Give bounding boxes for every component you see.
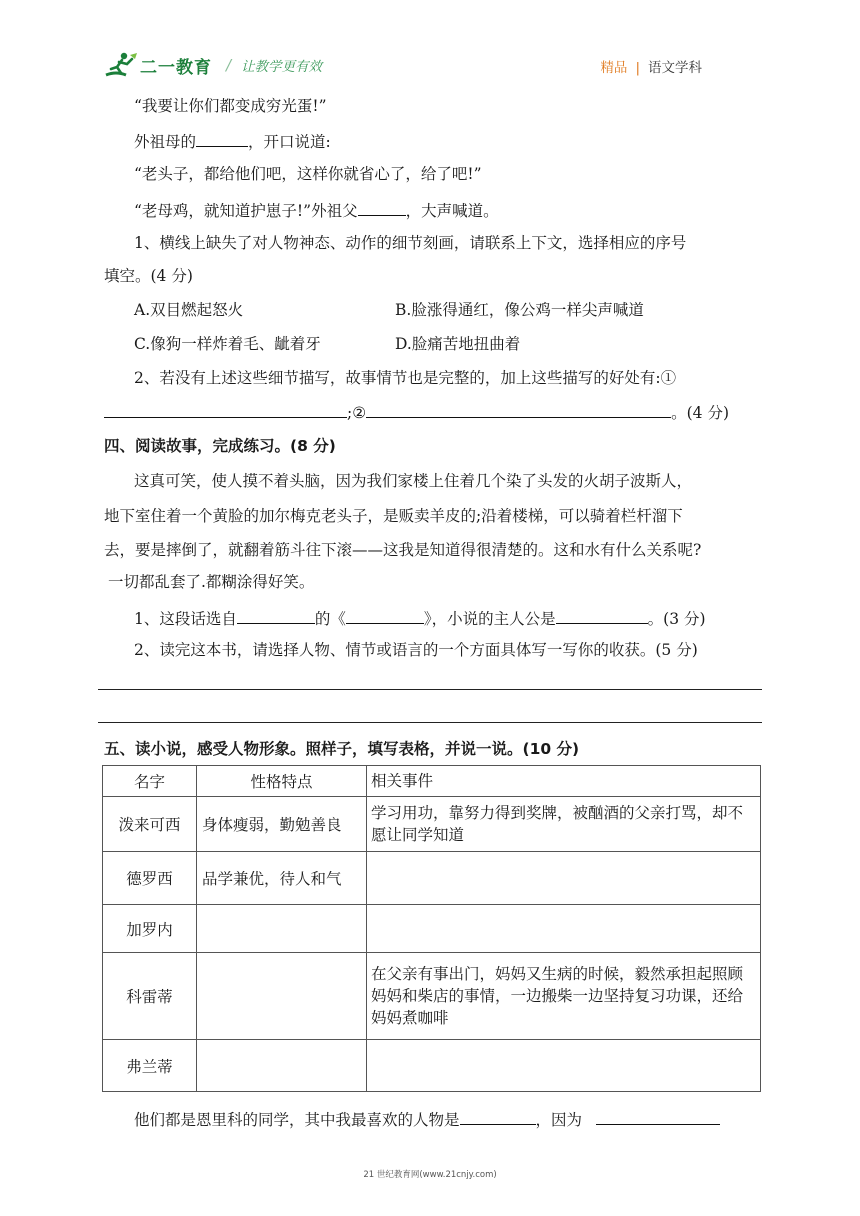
cell-trait: 品学兼优，待人和气 — [197, 852, 367, 905]
page-footer: 21 世纪教育网(www.21cnjy.com) — [363, 1170, 497, 1180]
cell-name: 泼来可西 — [103, 797, 197, 852]
story-line-2-start: 外祖母的 — [134, 133, 197, 151]
closing-sentence — [134, 1107, 720, 1130]
passage-line-1: 这真可笑，使人摸不着头脑，因为我们家楼上住着几个染了头发的火胡子波斯人， — [134, 472, 693, 490]
cell-event: 学习用功，靠努力得到奖牌，被酗酒的父亲打骂，却不愿让同学知道 — [367, 797, 761, 852]
header-event: 相关事件 — [367, 766, 761, 797]
q4-1-c: 》，小说的主人公是 — [423, 610, 556, 628]
section-4-title: 四、阅读故事，完成练习。(8 分) — [104, 437, 336, 455]
quality-tag: 精品 — [600, 60, 628, 76]
q3-1-line1: 1、横线上缺失了对人物神态、动作的细节刻画，请联系上下文，选择相应的序号 — [134, 234, 687, 252]
blank-reason[interactable] — [596, 1107, 720, 1125]
blank-author[interactable] — [237, 606, 315, 624]
header-tags — [600, 56, 702, 76]
blank-book[interactable] — [346, 606, 424, 624]
character-table — [102, 765, 761, 1092]
q4-1-d: 。(3 分) — [647, 610, 706, 628]
story-line-4-start: “老母鸡，就知道护崽子!”外祖父 — [134, 202, 358, 220]
q3-1-line2: 填空。(4 分) — [104, 267, 193, 285]
cell-trait-empty[interactable] — [197, 1040, 367, 1092]
q3-2-line1: 2、若没有上述这些细节描写，故事情节也是完整的，加上这些描写的好处有:① — [134, 369, 677, 387]
story-line-2-end: ，开口说道: — [248, 133, 331, 151]
logo-slash: / — [226, 56, 232, 74]
cell-event: 在父亲有事出门，妈妈又生病的时候，毅然承担起照顾妈妈和柴店的事情，一边搬柴一边坚持复习功课，还给妈妈煮咖啡 — [367, 953, 761, 1040]
option-b: B.脸涨得通红，像公鸡一样尖声喊道 — [395, 301, 644, 319]
cell-trait-empty[interactable] — [197, 905, 367, 953]
table-row — [103, 905, 761, 953]
option-c: C.像狗一样炸着毛、龇着牙 — [134, 335, 321, 353]
option-d: D.脸痛苦地扭曲着 — [395, 335, 521, 353]
cell-name: 加罗内 — [103, 905, 197, 953]
passage-line-4: 一切都乱套了.都糊涂得好笑。 — [108, 573, 315, 591]
option-a: A.双目燃起怒火 — [134, 301, 244, 319]
closing-because: ，因为 — [535, 1111, 583, 1129]
section-5-title: 五、读小说，感受人物形象。照样子，填写表格，并说一说。(10 分) — [104, 740, 580, 758]
cell-name: 德罗西 — [103, 852, 197, 905]
page-header — [104, 50, 764, 80]
story-line-4 — [134, 198, 499, 221]
q3-2-line2 — [104, 400, 729, 423]
q4-1-a: 1、这段话选自 — [134, 610, 237, 628]
story-line-3: “老头子，都给他们吧，这样你就省心了，给了吧!” — [134, 165, 482, 183]
passage-line-2: 地下室住着一个黄脸的加尔梅克老头子，是贩卖羊皮的;沿着楼梯，可以骑着栏杆溜下 — [104, 507, 683, 525]
cell-trait-empty[interactable] — [197, 953, 367, 1040]
answer-line-1[interactable] — [98, 689, 762, 690]
table-header-row — [103, 766, 761, 797]
cell-trait: 身体瘦弱，勤勉善良 — [197, 797, 367, 852]
cell-name: 弗兰蒂 — [103, 1040, 197, 1092]
runner-logo-icon — [104, 51, 138, 79]
cell-name: 科雷蒂 — [103, 953, 197, 1040]
blank-grandmother[interactable] — [196, 129, 248, 147]
answer-line-2[interactable] — [98, 722, 762, 723]
table-row — [103, 852, 761, 905]
story-line-2 — [134, 129, 331, 152]
table-row — [103, 953, 761, 1040]
subject-tag: 语文学科 — [648, 60, 702, 76]
blank-favorite-character[interactable] — [460, 1107, 536, 1125]
passage-line-3: 去，要是摔倒了，就翻着筋斗往下滚——这我是知道得很清楚的。这和水有什么关系呢? — [104, 541, 702, 559]
table-row — [103, 797, 761, 852]
q4-2: 2、读完这本书，请选择人物、情节或语言的一个方面具体写一写你的收获。(5 分) — [134, 641, 698, 659]
logo — [104, 50, 322, 80]
story-line-1: “我要让你们都变成穷光蛋!” — [134, 97, 327, 115]
closing-start: 他们都是恩里科的同学，其中我最喜欢的人物是 — [134, 1111, 460, 1129]
answer-blank-1[interactable] — [104, 400, 347, 418]
blank-grandfather[interactable] — [358, 198, 406, 216]
q4-1 — [134, 606, 706, 629]
tag-separator: | — [635, 60, 640, 76]
cell-event-empty[interactable] — [367, 905, 761, 953]
logo-slogan: 让教学更有效 — [241, 59, 323, 75]
header-trait: 性格特点 — [197, 766, 367, 797]
header-name: 名字 — [103, 766, 197, 797]
blank-protagonist[interactable] — [556, 606, 648, 624]
logo-text: 二一教育 — [140, 57, 212, 78]
answer-blank-2[interactable] — [366, 400, 671, 418]
story-line-4-end: ，大声喊道。 — [405, 202, 499, 220]
table-row — [103, 1040, 761, 1092]
cell-event-empty[interactable] — [367, 1040, 761, 1092]
q3-2-end: 。(4 分) — [671, 404, 730, 422]
q3-2-mid: ;② — [347, 404, 367, 422]
q4-1-b: 的《 — [314, 610, 346, 628]
cell-event-empty[interactable] — [367, 852, 761, 905]
